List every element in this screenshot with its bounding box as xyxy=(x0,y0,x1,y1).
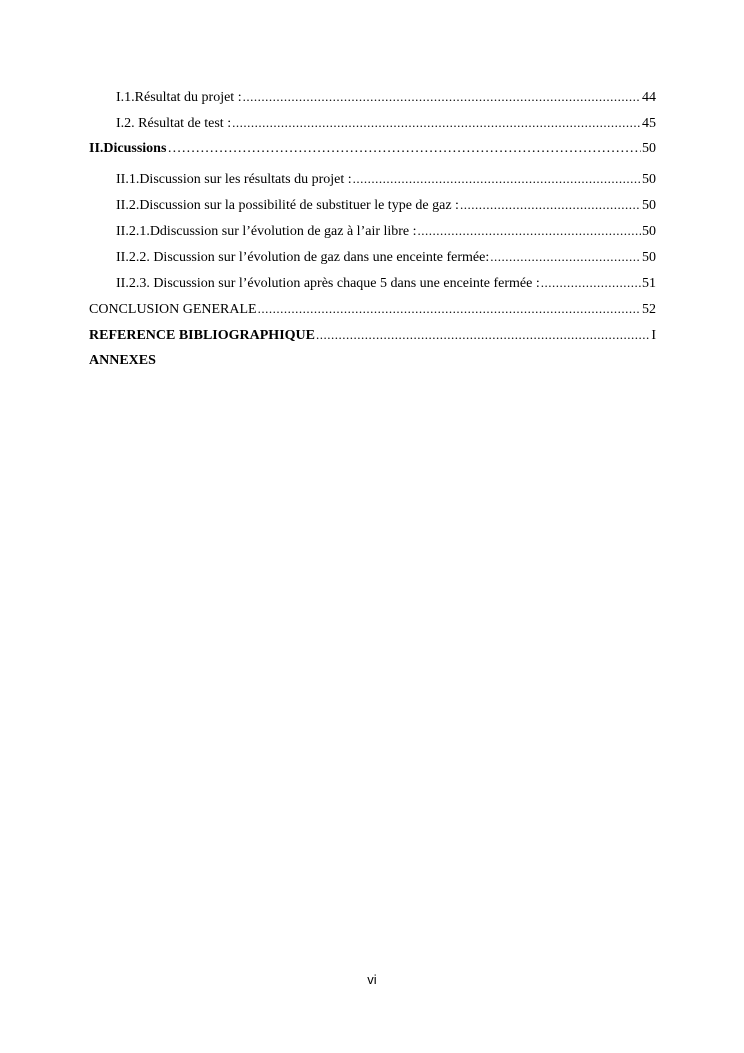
toc-entry-title: ANNEXES xyxy=(89,353,156,368)
toc-entry-title: I.2. Résultat de test : xyxy=(116,116,232,131)
toc-entry-2-1[interactable] xyxy=(89,170,656,196)
toc-entry-page: 45 xyxy=(642,116,656,131)
table-of-contents xyxy=(89,88,656,378)
toc-entry-page: 50 xyxy=(642,198,656,213)
dot-leader xyxy=(316,326,650,345)
toc-entry-title: CONCLUSION GENERALE xyxy=(89,302,257,317)
toc-entry-2-2-3[interactable] xyxy=(89,274,656,300)
dot-leader xyxy=(490,248,641,267)
toc-entry-page: 52 xyxy=(642,302,656,317)
toc-entry-1-1[interactable] xyxy=(89,88,656,114)
toc-entry-page: 50 xyxy=(642,141,656,156)
ellipsis-leader xyxy=(167,140,641,158)
dot-leader xyxy=(243,88,641,107)
toc-entry-2-2-2[interactable] xyxy=(89,248,656,274)
toc-entry-title: II.2.1.Ddiscussion sur l’évolution de gaz à l’air libre : xyxy=(116,224,417,239)
toc-entry-page: 50 xyxy=(642,224,656,239)
dot-leader xyxy=(541,274,641,293)
dot-leader xyxy=(258,300,641,319)
toc-entry-1-2[interactable] xyxy=(89,114,656,140)
page-number: vi xyxy=(367,972,377,987)
dot-leader xyxy=(460,196,641,215)
toc-entry-annexes[interactable] xyxy=(89,352,656,378)
dot-leader xyxy=(353,170,641,189)
toc-entry-title: REFERENCE BIBLIOGRAPHIQUE xyxy=(89,328,315,343)
toc-entry-2[interactable] xyxy=(89,140,656,170)
toc-entry-title: II.Dicussions xyxy=(89,141,167,156)
toc-entry-page: 50 xyxy=(642,172,656,187)
toc-entry-title: II.2.2. Discussion sur l’évolution de gaz dans une enceinte fermée: xyxy=(116,250,490,265)
toc-entry-title: II.2.3. Discussion sur l’évolution après chaque 5 dans une enceinte fermée : xyxy=(116,276,540,291)
toc-entry-page: 50 xyxy=(642,250,656,265)
toc-entry-title: I.1.Résultat du projet : xyxy=(116,90,242,105)
dot-leader xyxy=(232,114,641,133)
toc-entry-page: 51 xyxy=(642,276,656,291)
toc-entry-page: 44 xyxy=(642,90,656,105)
toc-entry-title: II.1.Discussion sur les résultats du projet : xyxy=(116,172,352,187)
toc-entry-2-2[interactable] xyxy=(89,196,656,222)
toc-entry-2-2-1[interactable] xyxy=(89,222,656,248)
toc-entry-conclusion[interactable] xyxy=(89,300,656,326)
toc-entry-page: I xyxy=(651,328,656,343)
dot-leader xyxy=(418,222,641,241)
toc-entry-title: II.2.Discussion sur la possibilité de substituer le type de gaz : xyxy=(116,198,459,213)
toc-entry-references[interactable] xyxy=(89,326,656,352)
